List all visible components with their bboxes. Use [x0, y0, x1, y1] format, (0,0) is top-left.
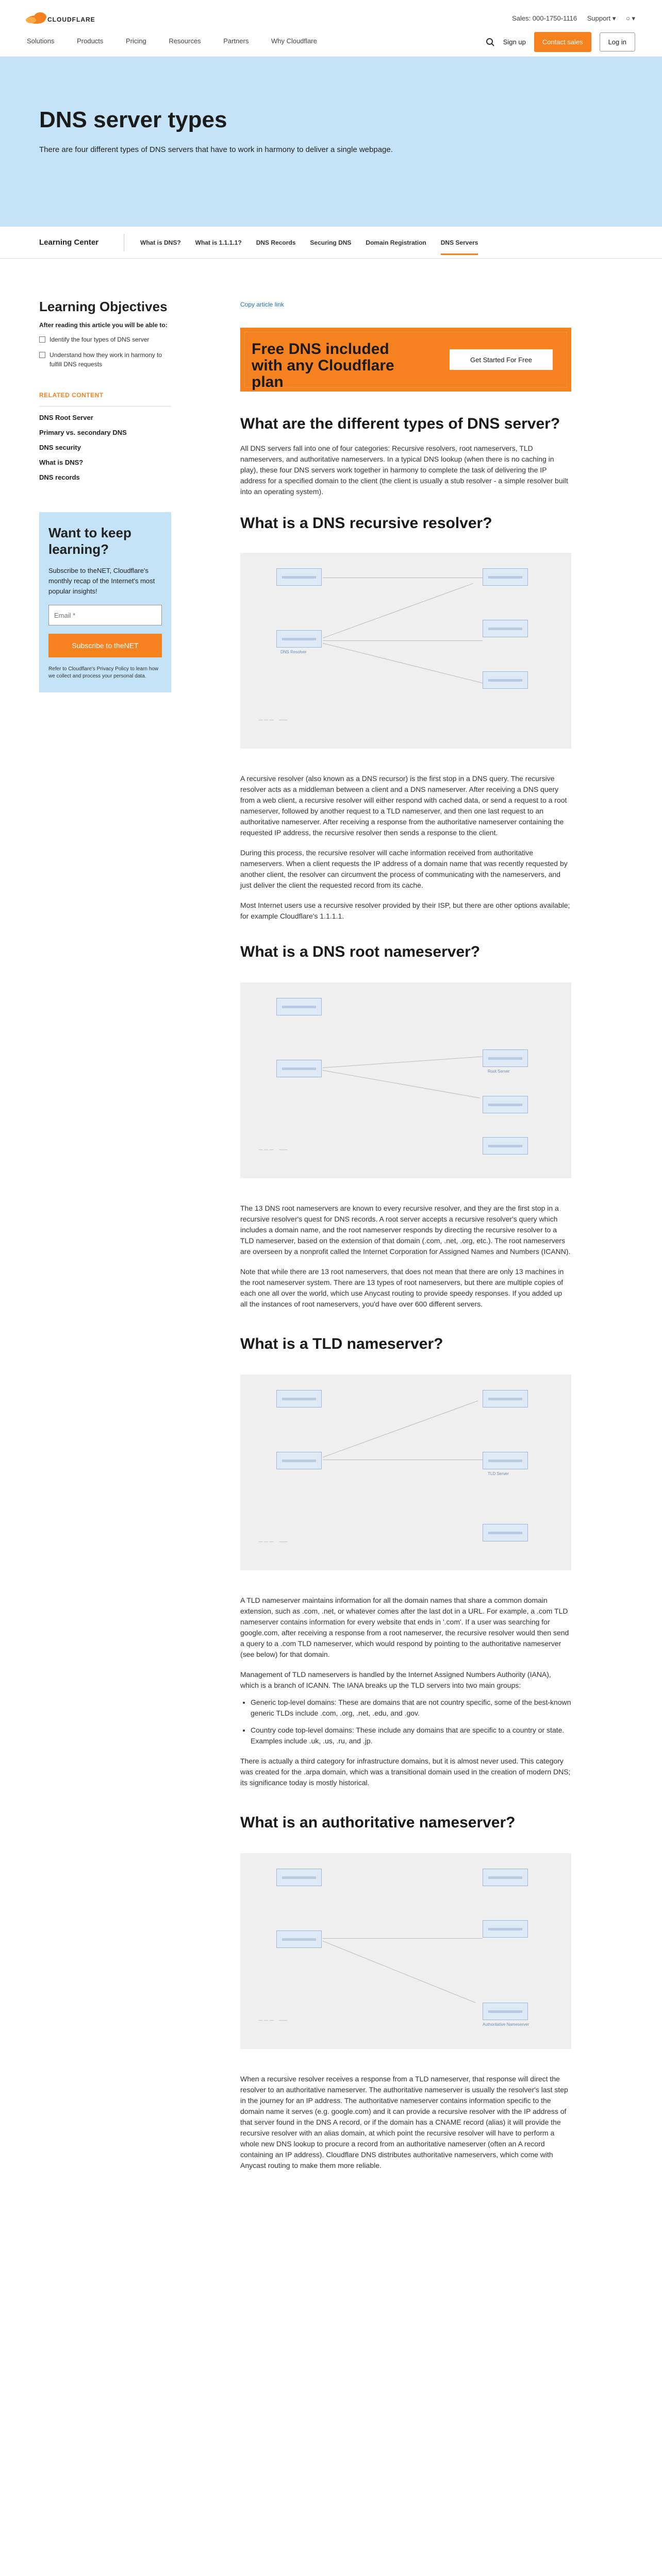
section-heading-authoritative: What is an authoritative nameserver? [240, 1814, 516, 1831]
server-icon [483, 568, 528, 586]
root-nameserver-diagram [240, 982, 571, 1178]
tld-server-label: TLD Server [488, 1471, 509, 1476]
resolver-label: DNS Resolver [280, 650, 307, 654]
logo-text: CLOUDFLARE [47, 16, 95, 23]
section-paragraph: When a recursive resolver receives a response from a TLD nameserver, that response will direct the resolver to an authoritative nameserver. The authoritative nameserver is usually the resolver's last step in the journey for an IP address. The authoritative nameserver contains information specific to the domain name it serves (e.g. google.com) and it can provide a recursive resolver with the IP address of that server found in the DNS A record, or if the domain has a CNAME record (alias) it will provide the recursive resolver with an alias domain, at which point the recursive resolver will have to perform a whole new DNS lookup to procure a record from an authoritative nameserver (often an A record containing an IP address). Cloudflare DNS distributes authoritative nameservers, which come with Anycast routing to make them more reliable. [240, 2075, 568, 2170]
page-title: DNS server types [39, 107, 227, 132]
login-button[interactable]: Log in [600, 32, 635, 52]
section-paragraph: All DNS servers fall into one of four categories: Recursive resolvers, root nameservers, TLD nameservers, and authoritative nameservers. In a typical DNS lookup (when there is no caching in play), these four DNS servers work together in harmony to complete the task of delivering the IP address for a specified domain to the client (the client is usually a stub resolver - a simple resolver built into an operating system). [240, 444, 568, 496]
server-icon [483, 1452, 528, 1469]
section-paragraph: During this process, the recursive resolver will cache information received from authoritative nameservers. When a client requests the IP address of a domain name that was recently requested by another client, the resolver can circumvent the process of communicating with the nameservers, and just deliver the client the requested record from its cache. [240, 849, 568, 889]
legend: — — — —— [259, 1539, 288, 1544]
section-paragraph: Note that while there are 13 root nameservers, that does not mean that there are only 13 machines in the root nameserver system. There are 13 types of root nameservers, but there are multiple copies of each one all over the world, which use Anycast routing to provide speedy responses. If you added up all the instances of root nameservers, you'd have over 600 different servers. [240, 1267, 564, 1308]
resolver-server-icon [276, 1930, 322, 1948]
connector [323, 1056, 482, 1068]
resolver-server-icon [276, 1452, 322, 1469]
objective-item [39, 350, 171, 369]
server-icon [483, 1524, 528, 1541]
sales-phone[interactable]: Sales: 000-1750-1116 [512, 14, 577, 22]
tld-nameserver-diagram [240, 1375, 571, 1570]
section-heading-recursive-resolver: What is a DNS recursive resolver? [240, 515, 492, 532]
subscribe-title: Want to keep learning? [48, 525, 131, 557]
client-icon [276, 1390, 322, 1408]
nav-solutions[interactable]: Solutions [27, 37, 55, 45]
list-item: • Generic top-level domains: These are domains that are not country specific, some of the best-known generic TLDs include .com, .org, .net, .edu, and .gov. [251, 1697, 571, 1719]
connector [323, 583, 473, 638]
related-link-dns-security[interactable]: DNS security [39, 444, 81, 451]
nav-resources[interactable]: Resources [169, 37, 201, 45]
search-icon[interactable] [486, 38, 495, 47]
section-paragraph: Most Internet users use a recursive resolver provided by their ISP, but there are other options available; for example Cloudflare's 1.1.1.1. [240, 901, 570, 920]
subscribe-text: Subscribe to theNET, Cloudflare's monthly recap of the Internet's most popular insights! [48, 567, 155, 595]
section-paragraph: The 13 DNS root nameservers are known to every recursive resolver, and they are the first stop in a recursive resolver's quest for DNS records. A root server accepts a recursive resolver's query which includes a domain name, and the root nameserver responds by directing the recursive resolver to a TLD nameserver, based on the extension of that domain (.com, .net, .org, etc.). The root nameservers are overseen by a nonprofit called the Internet Corporation for Assigned Names and Numbers (ICANN). [240, 1204, 571, 1256]
connector [323, 1938, 483, 1939]
contact-sales-button[interactable]: Contact sales [534, 32, 591, 52]
server-icon [483, 1390, 528, 1408]
list-item: • Country code top-level domains: These include any domains that are specific to a country or state. Examples include .uk, .us, .ru, and .jp. [251, 1725, 571, 1747]
server-icon [483, 671, 528, 689]
checkbox-icon [39, 352, 45, 358]
nav-products[interactable]: Products [77, 37, 104, 45]
language-menu[interactable]: ○ ▾ [626, 14, 635, 22]
section-paragraph: A TLD nameserver maintains information for all the domain names that share a common domain extension, such as .com, .net, or whatever comes after the last dot in a URL. For example, a .com TLD nameserver contains information for every website that ends in '.com'. If a user was searching for google.com, after receiving a response from a root nameserver, the recursive resolver would then send a query to a .com TLD nameserver, which would respond by pointing to the authoritative nameserver (see below) for that domain. [240, 1596, 569, 1658]
tab-dns-records[interactable]: DNS Records [256, 239, 296, 246]
server-icon [483, 1869, 528, 1886]
section-heading-root-nameserver: What is a DNS root nameserver? [240, 943, 481, 960]
legend: — — — —— [259, 1147, 288, 1152]
sidebar [39, 299, 171, 692]
related-link-primary-secondary[interactable]: Primary vs. secondary DNS [39, 429, 127, 436]
tab-dns-servers[interactable]: DNS Servers [441, 239, 478, 255]
privacy-note: Refer to Cloudflare's Privacy Policy to learn how we collect and process your personal data. [48, 666, 159, 679]
related-link-what-is-dns[interactable]: What is DNS? [39, 459, 84, 466]
main-nav [27, 37, 338, 45]
server-icon [483, 1137, 528, 1155]
related-link-dns-root-server[interactable]: DNS Root Server [39, 414, 93, 421]
resolver-server-icon [276, 1060, 322, 1077]
learning-center-tabs [140, 239, 478, 255]
subscribe-button[interactable]: Subscribe to theNET [48, 634, 162, 657]
learning-objectives-title: Learning Objectives [39, 299, 168, 314]
support-menu[interactable]: Support ▾ [587, 14, 616, 22]
auth-server-label: Authoritative Nameserver [483, 2022, 529, 2027]
section-paragraph: A recursive resolver (also known as a DNS recursor) is the first stop in a DNS query. The recursive resolver acts as a middleman between a client and a DNS nameserver. After receiving a DNS query from a web client, a recursive resolver will either respond with cached data, or send a request to a root nameserver, followed by another request to a TLD nameserver, and then one last request to an authoritative nameserver. After receiving a response from the authoritative nameserver containing the requested IP address, the recursive resolver then sends a response to the client. [240, 774, 567, 837]
server-icon [483, 1096, 528, 1113]
email-field[interactable] [48, 605, 162, 625]
resolver-server-icon [276, 630, 322, 648]
connector [323, 640, 483, 641]
tab-what-is-1111[interactable]: What is 1.1.1.1? [195, 239, 242, 246]
client-icon [276, 1869, 322, 1886]
objective-item [39, 335, 171, 344]
connector [323, 1941, 476, 2003]
objectives-intro: After reading this article you will be able to: [39, 321, 168, 329]
page-subtitle: There are four different types of DNS servers that have to work in harmony to deliver a single webpage. [39, 145, 393, 154]
nav-pricing[interactable]: Pricing [126, 37, 146, 45]
tld-groups-list [251, 1697, 571, 1747]
learning-center-title[interactable]: Learning Center [39, 238, 99, 247]
connector [323, 1070, 480, 1098]
server-icon [483, 1920, 528, 1938]
root-server-label: Root Server [488, 1069, 510, 1074]
section-paragraph: Management of TLD nameservers is handled by the Internet Assigned Numbers Authority (IANA), which is a branch of ICANN. The IANA breaks up the TLD servers into two main groups: [240, 1670, 551, 1689]
recursive-resolver-diagram [240, 553, 571, 749]
section-heading-types: What are the different types of DNS server? [240, 415, 560, 432]
client-icon [276, 998, 322, 1015]
subscribe-box [39, 512, 171, 692]
tab-domain-registration[interactable]: Domain Registration [366, 239, 426, 246]
tab-securing-dns[interactable]: Securing DNS [310, 239, 352, 246]
article [240, 301, 571, 2171]
checkbox-icon [39, 336, 45, 343]
legend: — — — —— [259, 2018, 288, 2023]
copy-article-link[interactable]: Copy article link [240, 301, 284, 308]
server-icon [483, 1049, 528, 1067]
connector [323, 1401, 478, 1458]
hero [0, 57, 662, 227]
signup-link[interactable]: Sign up [503, 38, 526, 46]
nav-why-cloudflare[interactable]: Why Cloudflare [271, 37, 317, 45]
related-content-heading: RELATED CONTENT [39, 392, 104, 399]
objective-text: Understand how they work in harmony to fulfill DNS requests [49, 351, 162, 368]
server-icon [483, 2003, 528, 2020]
utility-links [504, 14, 635, 23]
server-icon [483, 620, 528, 637]
promo-banner [240, 328, 571, 392]
promo-title: Free DNS included with any Cloudflare plan [252, 341, 394, 391]
get-started-button[interactable]: Get Started For Free [450, 349, 553, 370]
objective-text: Identify the four types of DNS server [49, 336, 150, 343]
tab-what-is-dns[interactable]: What is DNS? [140, 239, 181, 246]
connector [323, 643, 483, 683]
nav-partners[interactable]: Partners [223, 37, 249, 45]
learning-center-bar [0, 227, 662, 259]
top-navigation [0, 0, 662, 57]
authoritative-nameserver-diagram [240, 1853, 571, 2049]
section-paragraph: There is actually a third category for infrastructure domains, but it is almost never used. This category was created for the .arpa domain, which was a transitional domain used in the creation of modern DNS; its significance today is mostly historical. [240, 1757, 571, 1787]
related-link-dns-records[interactable]: DNS records [39, 473, 80, 481]
legend: — — — —— [259, 718, 288, 722]
nav-actions [486, 32, 635, 52]
section-heading-tld-nameserver: What is a TLD nameserver? [240, 1335, 443, 1352]
client-icon [276, 568, 322, 586]
